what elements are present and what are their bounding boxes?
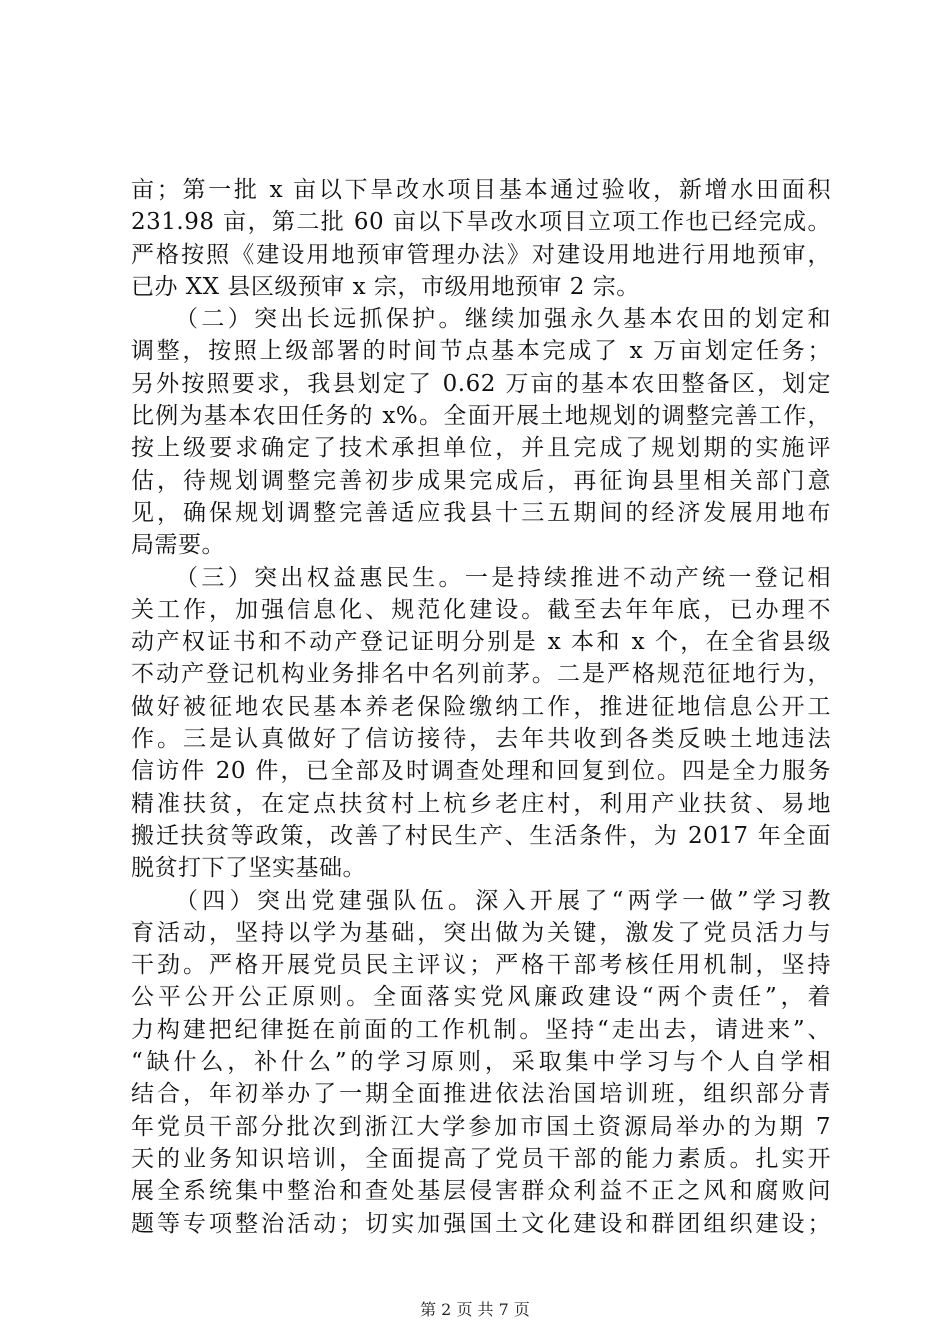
text-line: （二）突出长远抓保护。继续加强永久基本农田的划定和 bbox=[175, 306, 831, 333]
text-line: 按上级要求确定了技术承担单位，并且完成了规划期的实施评 bbox=[131, 435, 831, 462]
text-line: 亩；第一批 x 亩以下旱改水项目基本通过验收，新增水田面积 bbox=[131, 177, 831, 203]
text-line: 信访件 20 件，已全部及时调查处理和回复到位。四是全力服务 bbox=[131, 758, 831, 785]
text-line: 调整，按照上级部署的时间节点基本完成了 x 万亩划定任务； bbox=[131, 338, 831, 365]
text-line: （四）突出党建强队伍。深入开展了“两学一做”学习教 bbox=[175, 887, 831, 914]
text-line: 估，待规划调整完善初步成果完成后，再征询县里相关部门意 bbox=[131, 467, 831, 494]
text-line: “缺什么，补什么”的学习原则，采取集中学习与个人自学相 bbox=[131, 1049, 831, 1076]
text-line: 年党员干部分批次到浙江大学参加市国土资源局举办的为期 7 bbox=[131, 1113, 831, 1140]
text-line: 天的业务知识培训，全面提高了党员干部的能力素质。扎实开 bbox=[131, 1145, 831, 1172]
text-line: 不动产登记机构业务排名中名列前茅。二是严格规范征地行为， bbox=[131, 661, 831, 688]
text-line: 作。三是认真做好了信访接待，去年共收到各类反映土地违法 bbox=[131, 726, 831, 753]
text-line: 关工作，加强信息化、规范化建设。截至去年年底，已办理不 bbox=[131, 596, 831, 623]
text-line: 育活动，坚持以学为基础，突出做为关键，激发了党员活力与 bbox=[131, 919, 831, 946]
text-line: 动产权证书和不动产登记证明分别是 x 本和 x 个，在全省县级 bbox=[131, 629, 831, 656]
text-line: 局需要。 bbox=[131, 532, 225, 559]
text-line: 另外按照要求，我县划定了 0.62 万亩的基本农田整备区，划定 bbox=[131, 370, 831, 397]
text-line: 精准扶贫，在定点扶贫村上杭乡老庄村，利用产业扶贫、易地 bbox=[131, 790, 831, 817]
text-line: 脱贫打下了坚实基础。 bbox=[131, 855, 366, 882]
text-line: 题等专项整治活动；切实加强国土文化建设和群团组织建设； bbox=[131, 1210, 831, 1237]
text-line: 做好被征地农民基本养老保险缴纳工作，推进征地信息公开工 bbox=[131, 693, 831, 720]
text-line: 干劲。严格开展党员民主评议；严格干部考核任用机制，坚持 bbox=[131, 952, 831, 979]
text-line: 231.98 亩，第二批 60 亩以下旱改水项目立项工作也已经完成。 bbox=[131, 209, 831, 236]
text-line: 见，确保规划调整完善适应我县十三五期间的经济发展用地布 bbox=[131, 499, 831, 526]
page-number-footer: 第 2 页 共 7 页 bbox=[420, 1300, 530, 1319]
text-line: 严格按照《建设用地预审管理办法》对建设用地进行用地预审， bbox=[131, 241, 831, 268]
text-line: 比例为基本农田任务的 x%。全面开展土地规划的调整完善工作， bbox=[131, 403, 831, 430]
text-line: 已办 XX 县区级预审 x 宗，市级用地预审 2 宗。 bbox=[131, 273, 640, 300]
text-line: 公平公开公正原则。全面落实党风廉政建设“两个责任”，着 bbox=[131, 984, 831, 1011]
text-line: 结合，年初举办了一期全面推进依法治国培训班，组织部分青 bbox=[131, 1081, 831, 1108]
text-line: （三）突出权益惠民生。一是持续推进不动产统一登记相 bbox=[175, 564, 831, 591]
text-line: 展全系统集中整治和查处基层侵害群众利益不正之风和腐败问 bbox=[131, 1178, 831, 1205]
document-body bbox=[131, 174, 831, 1240]
text-line: 搬迁扶贫等政策，改善了村民生产、生活条件，为 2017 年全面 bbox=[131, 822, 831, 849]
text-line: 力构建把纪律挺在前面的工作机制。坚持“走出去，请进来”、 bbox=[131, 1016, 831, 1043]
